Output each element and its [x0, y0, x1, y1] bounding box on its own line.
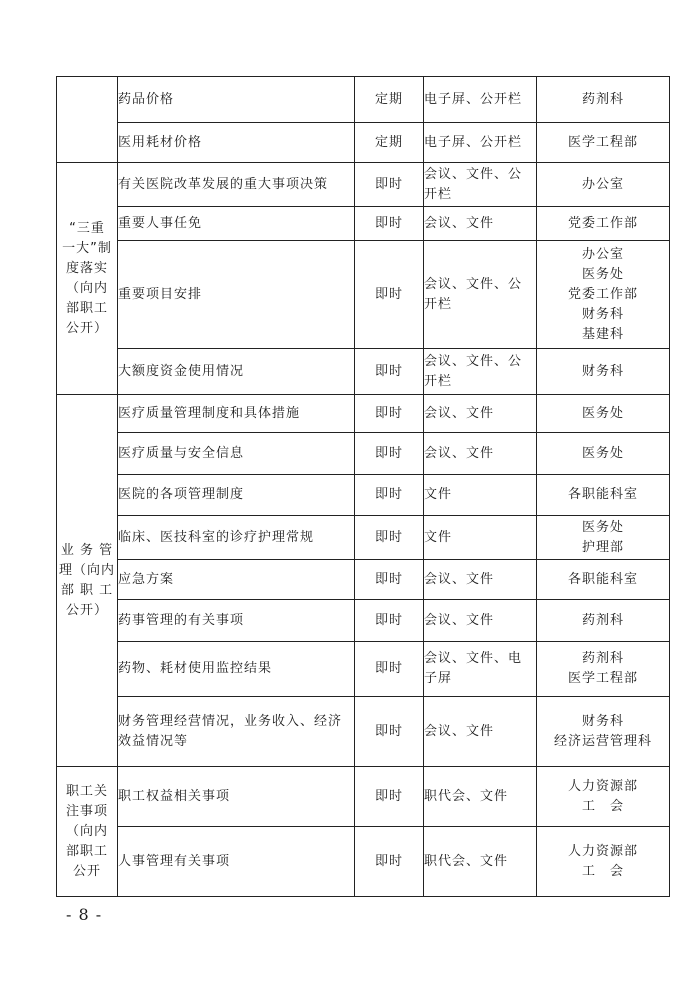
category-cell	[57, 395, 118, 767]
department-line: 工 会	[581, 798, 624, 814]
timing-cell: 即时	[355, 207, 424, 241]
method-line: 会议、文件	[424, 405, 495, 421]
category-line: 一大”制	[62, 240, 112, 256]
category-line: 度落实	[65, 260, 108, 276]
method-cell	[424, 767, 537, 827]
item-cell: 人事管理有关事项	[118, 827, 355, 897]
item-cell: 大额度资金使用情况	[118, 349, 355, 395]
category-cell	[57, 767, 118, 897]
method-cell	[424, 642, 537, 697]
table-row	[57, 516, 670, 560]
timing-cell: 即时	[355, 395, 424, 433]
table-row	[57, 163, 670, 207]
method-cell	[424, 395, 537, 433]
department-line: 各职能科室	[567, 487, 638, 502]
method-line: 会议、文件	[424, 723, 495, 739]
method-line: 会议、文件、公	[424, 353, 523, 369]
department-line: 人力资源部	[567, 843, 638, 859]
category-line: 职工关	[65, 783, 108, 799]
item-cell: 有关医院改革发展的重大事项决策	[118, 163, 355, 207]
category-line: 业 务 管	[60, 542, 114, 558]
department-cell	[537, 163, 670, 207]
method-line: 会议、文件、公	[424, 166, 523, 182]
category-cell	[57, 77, 118, 163]
timing-cell: 即时	[355, 767, 424, 827]
method-cell	[424, 349, 537, 395]
table-row	[57, 433, 670, 475]
department-cell	[537, 349, 670, 395]
department-line: 医务处	[581, 405, 624, 421]
timing-cell: 即时	[355, 600, 424, 642]
method-line: 会议、文件、电	[424, 651, 523, 666]
item-cell: 职工权益相关事项	[118, 767, 355, 827]
timing-cell: 即时	[355, 560, 424, 600]
item-cell: 临床、医技科室的诊疗护理常规	[118, 516, 355, 560]
method-line: 会议、文件	[424, 612, 495, 628]
method-cell	[424, 163, 537, 207]
department-line: 办公室	[581, 246, 624, 262]
department-line: 财务科	[581, 713, 624, 729]
table-row	[57, 349, 670, 395]
method-line: 开栏	[424, 296, 453, 312]
table-row	[57, 395, 670, 433]
department-cell	[537, 767, 670, 827]
category-line: 部 职 工	[60, 582, 114, 598]
page-number: - 8 -	[66, 905, 103, 924]
table-row	[57, 475, 670, 516]
method-line: 文件	[424, 487, 453, 502]
department-line: 办公室	[581, 176, 624, 192]
timing-cell: 即时	[355, 642, 424, 697]
item-cell: 重要项目安排	[118, 241, 355, 349]
method-line: 会议、文件、公	[424, 276, 523, 292]
disclosure-table-body	[57, 77, 670, 897]
department-line: 药剂科	[581, 612, 624, 628]
method-line: 子屏	[424, 671, 453, 686]
table-row	[57, 600, 670, 642]
table-row	[57, 241, 670, 349]
item-cell: 药品价格	[118, 77, 355, 123]
method-line: 文件	[424, 529, 453, 545]
table-row	[57, 642, 670, 697]
department-line: 党委工作部	[567, 215, 638, 231]
method-line: 职代会、文件	[424, 788, 509, 804]
timing-cell: 即时	[355, 349, 424, 395]
department-cell	[537, 475, 670, 516]
item-cell: 医疗质量与安全信息	[118, 433, 355, 475]
category-cell	[57, 163, 118, 395]
method-line: 职代会、文件	[424, 853, 509, 869]
department-line: 基建科	[581, 326, 624, 342]
department-line: 医务处	[581, 445, 624, 461]
method-line: 会议、文件	[424, 445, 495, 461]
table-row	[57, 123, 670, 163]
department-cell	[537, 395, 670, 433]
category-line: 公开）	[65, 320, 108, 336]
department-line: 医务处	[581, 519, 624, 535]
table-row	[57, 827, 670, 897]
department-line: 党委工作部	[567, 286, 638, 302]
method-line: 会议、文件	[424, 215, 495, 231]
department-cell	[537, 123, 670, 163]
department-cell	[537, 516, 670, 560]
category-line: （向内	[65, 280, 108, 296]
timing-cell: 即时	[355, 241, 424, 349]
department-cell	[537, 697, 670, 767]
timing-cell: 即时	[355, 827, 424, 897]
item-cell: 应急方案	[118, 560, 355, 600]
department-line: 财务科	[581, 306, 624, 322]
timing-cell: 即时	[355, 163, 424, 207]
department-line: 财务科	[581, 363, 624, 379]
department-line: 经济运营管理科	[553, 733, 652, 749]
method-cell	[424, 697, 537, 767]
method-cell	[424, 827, 537, 897]
category-line: （向内	[65, 823, 108, 839]
department-line: 药剂科	[581, 91, 624, 107]
method-cell	[424, 241, 537, 349]
category-line: 部职工	[65, 300, 108, 316]
department-cell	[537, 560, 670, 600]
item-cell: 医用耗材价格	[118, 123, 355, 163]
department-line: 医学工程部	[567, 134, 638, 150]
department-cell	[537, 207, 670, 241]
method-line: 开栏	[424, 373, 453, 389]
disclosure-table	[56, 76, 670, 897]
department-cell	[537, 241, 670, 349]
timing-cell: 即时	[355, 475, 424, 516]
method-cell	[424, 207, 537, 241]
timing-cell: 即时	[355, 516, 424, 560]
category-line: 部职工	[65, 843, 108, 859]
method-cell	[424, 600, 537, 642]
method-line: 开栏	[424, 186, 453, 202]
item-cell: 财务管理经营情况，业务收入、经济效益情况等	[118, 697, 355, 767]
department-line: 护理部	[581, 539, 624, 555]
method-cell	[424, 560, 537, 600]
method-line: 电子屏、公开栏	[424, 134, 523, 150]
category-line: “三重	[69, 220, 105, 236]
table-row	[57, 560, 670, 600]
category-line: 注事项	[65, 803, 108, 819]
method-line: 电子屏、公开栏	[424, 91, 523, 107]
table-row	[57, 207, 670, 241]
item-cell: 医疗质量管理制度和具体措施	[118, 395, 355, 433]
category-line: 公开）	[65, 602, 108, 618]
method-cell	[424, 475, 537, 516]
item-cell: 医院的各项管理制度	[118, 475, 355, 516]
method-line: 会议、文件	[424, 571, 495, 587]
department-cell	[537, 77, 670, 123]
department-cell	[537, 642, 670, 697]
department-line: 药剂科	[581, 651, 624, 666]
item-cell: 药事管理的有关事项	[118, 600, 355, 642]
department-cell	[537, 433, 670, 475]
item-cell: 重要人事任免	[118, 207, 355, 241]
item-cell: 药物、耗材使用监控结果	[118, 642, 355, 697]
department-line: 人力资源部	[567, 778, 638, 794]
department-line: 工 会	[581, 863, 624, 879]
method-cell	[424, 516, 537, 560]
timing-cell: 即时	[355, 433, 424, 475]
department-line: 医学工程部	[567, 671, 638, 686]
table-row	[57, 697, 670, 767]
department-line: 医务处	[581, 266, 624, 282]
method-cell	[424, 77, 537, 123]
method-cell	[424, 433, 537, 475]
department-cell	[537, 600, 670, 642]
category-line: 理（向内	[58, 562, 115, 578]
category-line: 公开	[72, 863, 101, 879]
timing-cell: 定期	[355, 77, 424, 123]
table-row	[57, 767, 670, 827]
department-cell	[537, 827, 670, 897]
timing-cell: 即时	[355, 697, 424, 767]
timing-cell: 定期	[355, 123, 424, 163]
table-row	[57, 77, 670, 123]
method-cell	[424, 123, 537, 163]
department-line: 各职能科室	[567, 571, 638, 587]
